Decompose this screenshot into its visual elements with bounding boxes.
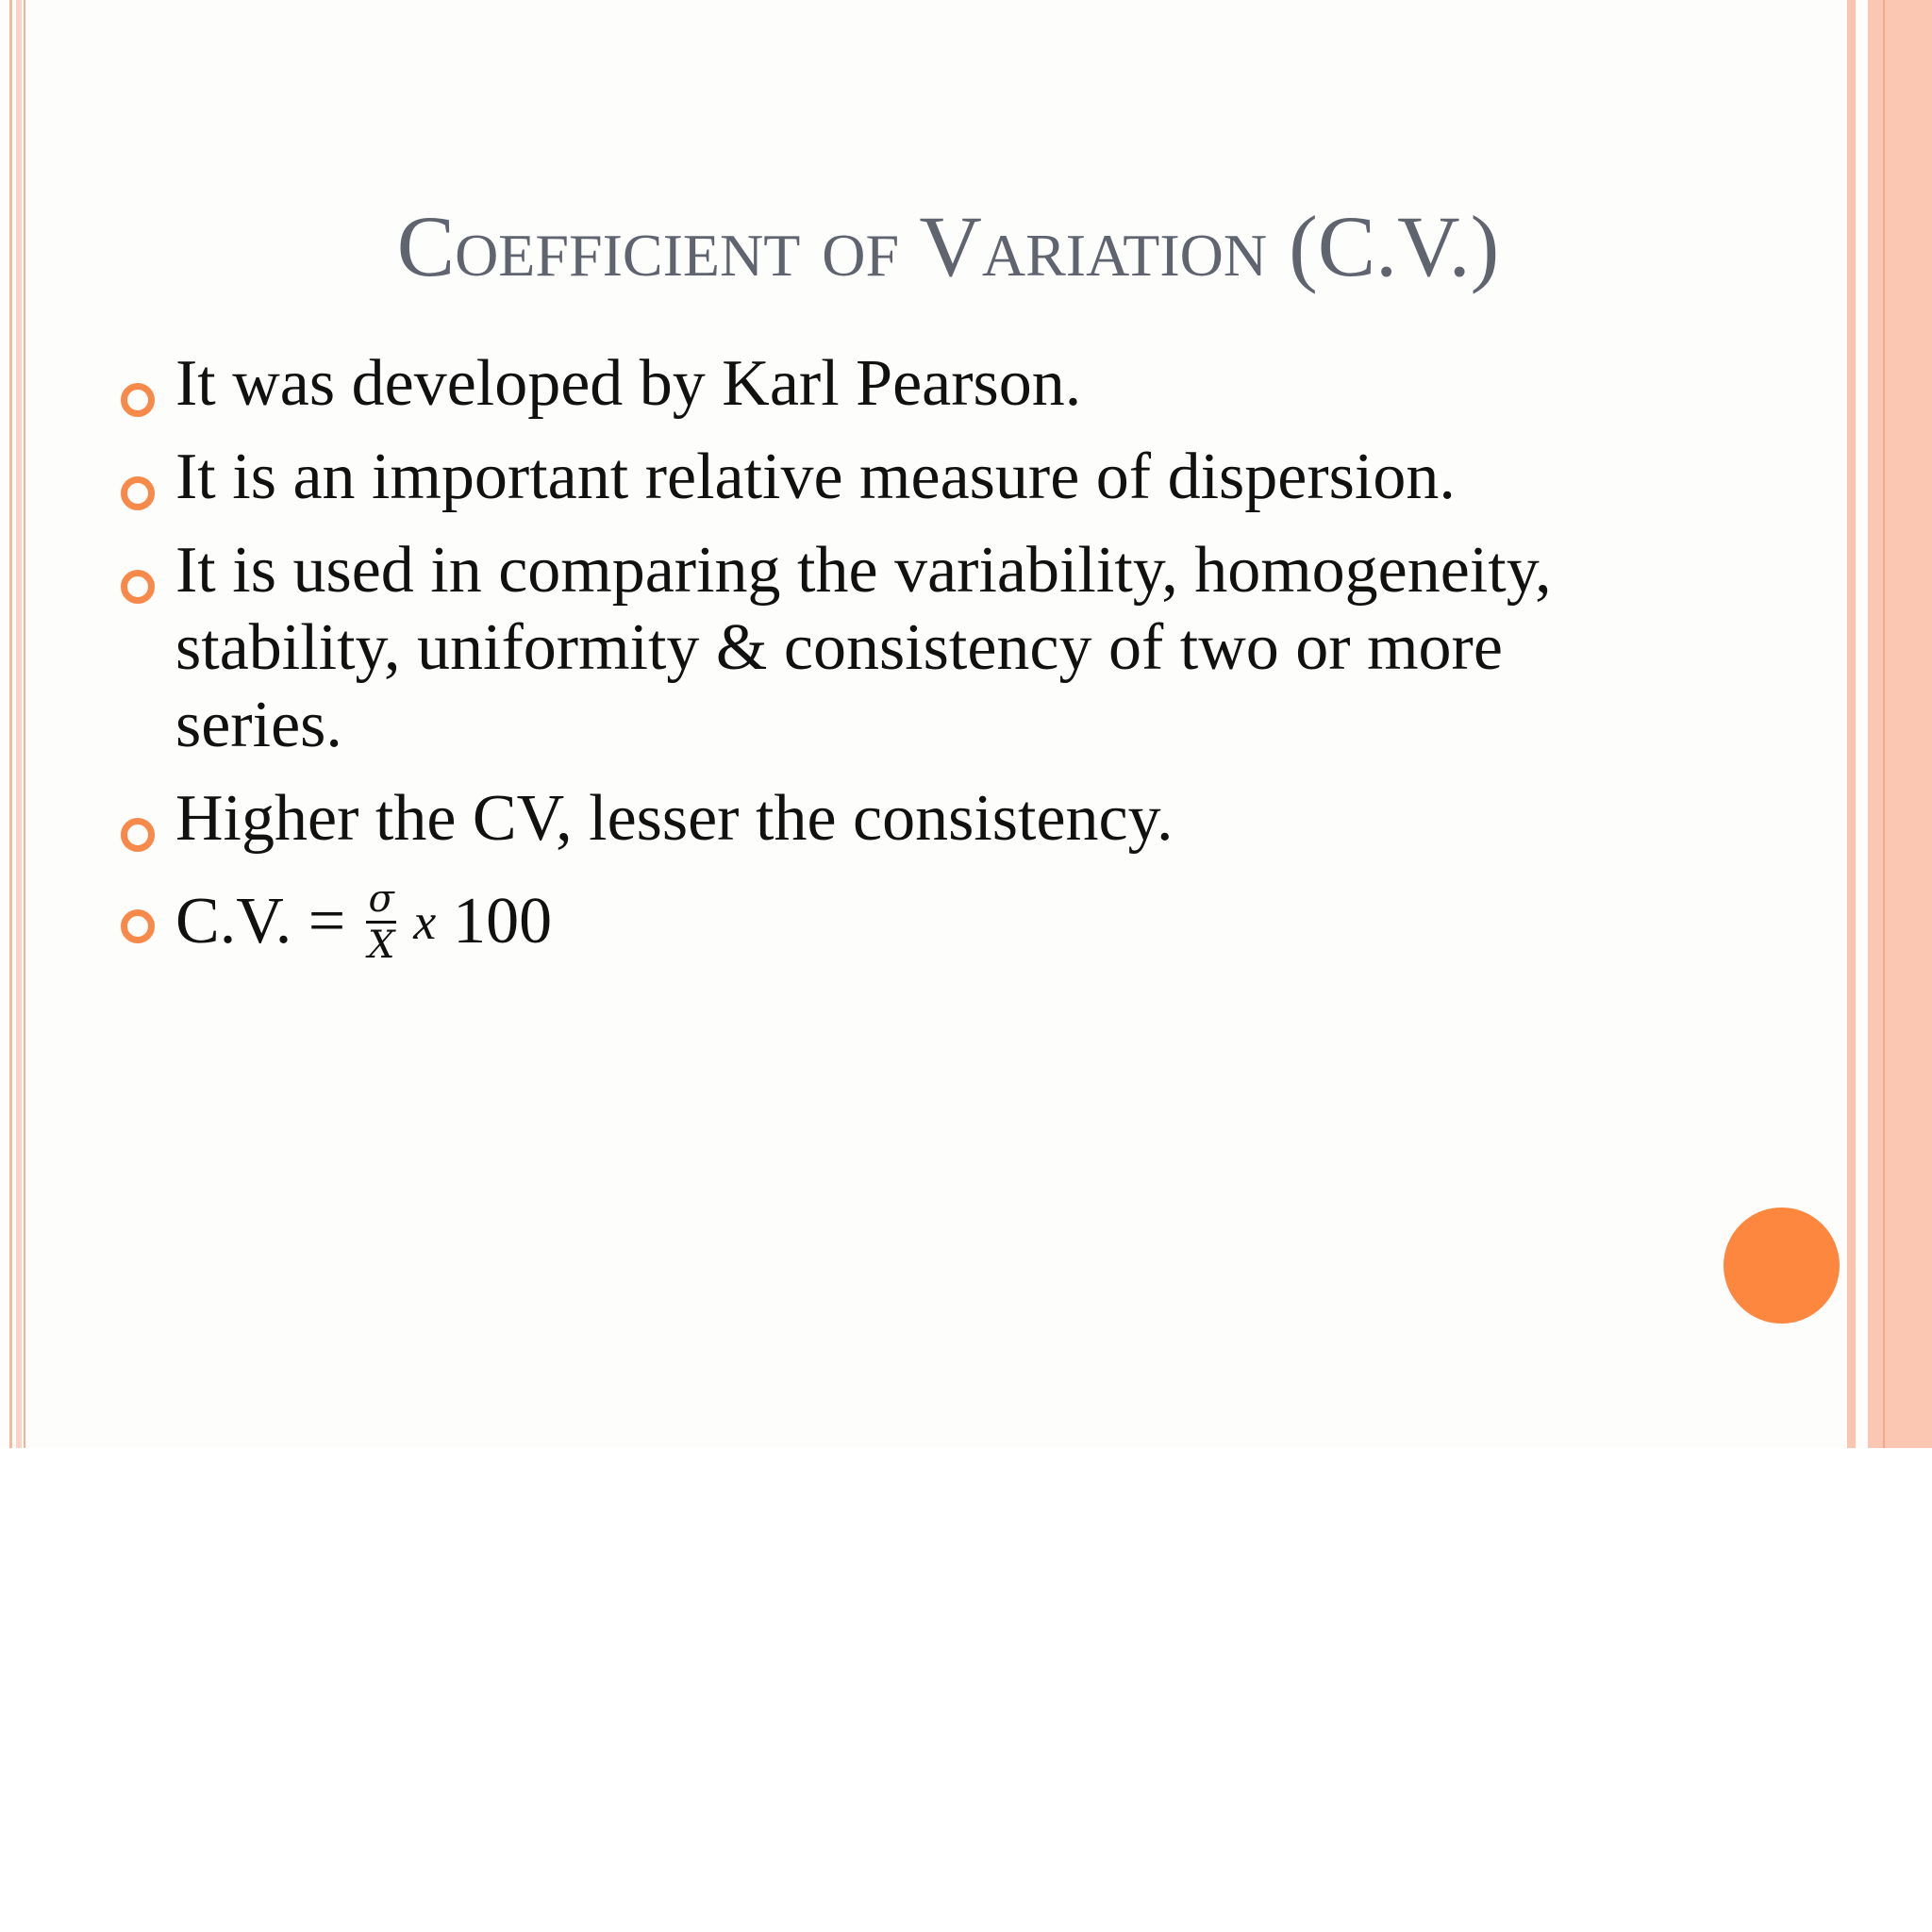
circle-bullet-icon	[121, 909, 155, 943]
circle-bullet-icon	[121, 383, 155, 417]
bullet-item	[104, 780, 1651, 858]
circle-bullet-icon	[121, 476, 155, 510]
bullet-text: It was developed by Karl Pearson.	[175, 347, 1082, 420]
formula-factor: 100	[453, 885, 553, 958]
right-border-gap	[1856, 0, 1868, 1448]
fraction-numerator: σ	[368, 876, 394, 921]
right-border-band	[1847, 0, 1856, 1448]
bullet-text: Higher the CV, lesser the consistency.	[175, 782, 1174, 855]
right-border-line	[1883, 0, 1885, 1448]
formula-times: x	[413, 893, 437, 950]
slide-title: Coefficient of Variation (C.V.)	[396, 198, 1500, 294]
left-border-line	[24, 0, 25, 1448]
left-border-line	[16, 0, 22, 1448]
bullet-item	[104, 532, 1651, 764]
bullet-text: It is used in comparing the variability, homogeneity, stability, uniformity & consistency of two or more series.	[175, 534, 1552, 761]
cv-formula	[175, 876, 1651, 967]
left-border-line	[9, 0, 12, 1448]
formula-item	[104, 874, 1651, 967]
bullet-list	[104, 345, 1651, 980]
right-border-band	[1868, 0, 1932, 1448]
formula-fraction	[366, 876, 396, 967]
fraction-denominator: X	[367, 923, 395, 967]
circle-bullet-icon	[121, 570, 155, 604]
bullet-item	[104, 345, 1651, 423]
circle-bullet-icon	[121, 818, 155, 852]
bullet-text: It is an important relative measure of dispersion.	[175, 441, 1456, 513]
formula-lhs: C.V. =	[175, 885, 346, 958]
decorative-circle	[1724, 1208, 1840, 1324]
bullet-item	[104, 439, 1651, 516]
